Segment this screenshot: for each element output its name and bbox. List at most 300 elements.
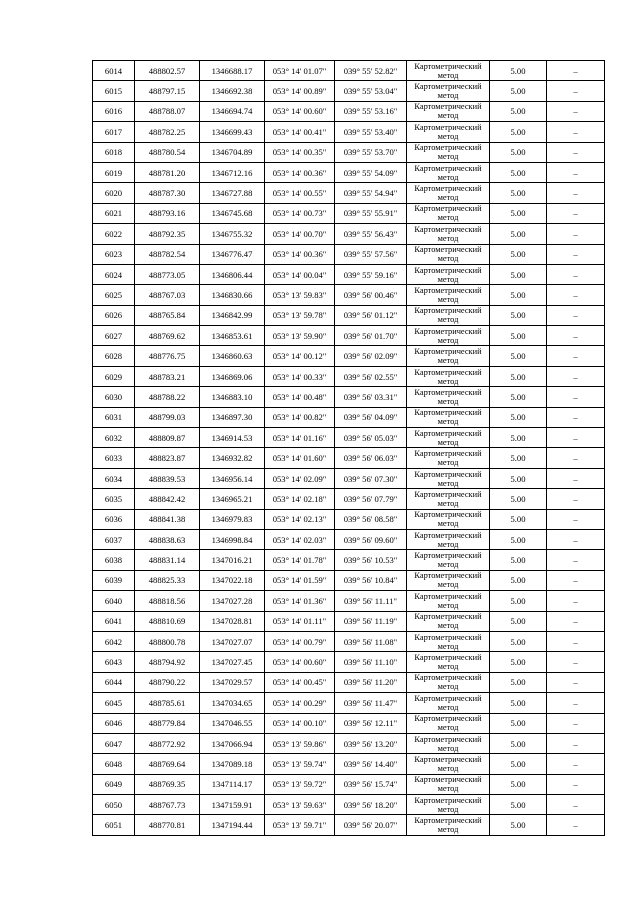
latitude-cell: 053° 14' 01.59" [265,570,335,590]
x-coordinate-cell: 488770.81 [135,815,200,835]
description-cell: – [547,264,605,284]
description-cell: – [547,387,605,407]
latitude-cell: 053° 14' 00.82" [265,407,335,427]
y-coordinate-cell: 1347016.21 [200,550,265,570]
y-coordinate-cell: 1346727.88 [200,183,265,203]
table-row [93,713,605,733]
longitude-cell: 039° 55' 55.91" [335,203,407,223]
longitude-cell: 039° 56' 05.03" [335,428,407,448]
description-cell: – [547,162,605,182]
point-number-cell: 6045 [93,693,135,713]
table-row [93,305,605,325]
description-cell: – [547,509,605,529]
latitude-cell: 053° 13' 59.71" [265,815,335,835]
y-coordinate-cell: 1346998.84 [200,529,265,549]
table-row [93,570,605,590]
description-cell: – [547,448,605,468]
longitude-cell: 039° 56' 11.08" [335,631,407,651]
table-row [93,346,605,366]
table-row [93,489,605,509]
table-row [93,224,605,244]
latitude-cell: 053° 14' 00.55" [265,183,335,203]
point-number-cell: 6015 [93,81,135,101]
point-number-cell: 6023 [93,244,135,264]
point-number-cell: 6034 [93,468,135,488]
point-number-cell: 6029 [93,366,135,386]
latitude-cell: 053° 13' 59.63" [265,795,335,815]
table-row [93,387,605,407]
method-cell: Картометрический метод [407,611,490,631]
table-row [93,550,605,570]
table-row [93,101,605,121]
longitude-cell: 039° 56' 11.20" [335,672,407,692]
table-row [93,122,605,142]
y-coordinate-cell: 1347027.07 [200,631,265,651]
method-cell: Картометрический метод [407,815,490,835]
coordinates-table [92,60,605,836]
table-row [93,203,605,223]
method-cell: Картометрический метод [407,489,490,509]
x-coordinate-cell: 488769.62 [135,326,200,346]
precision-cell: 5.00 [490,81,547,101]
table-row [93,815,605,835]
y-coordinate-cell: 1346712.16 [200,162,265,182]
point-number-cell: 6035 [93,489,135,509]
latitude-cell: 053° 13' 59.74" [265,754,335,774]
method-cell: Картометрический метод [407,468,490,488]
y-coordinate-cell: 1346704.89 [200,142,265,162]
precision-cell: 5.00 [490,305,547,325]
latitude-cell: 053° 14' 00.35" [265,142,335,162]
longitude-cell: 039° 56' 03.31" [335,387,407,407]
precision-cell: 5.00 [490,489,547,509]
point-number-cell: 6043 [93,652,135,672]
method-cell: Картометрический метод [407,387,490,407]
method-cell: Картометрический метод [407,652,490,672]
method-cell: Картометрический метод [407,203,490,223]
table-row [93,672,605,692]
table-row [93,631,605,651]
y-coordinate-cell: 1346869.06 [200,366,265,386]
x-coordinate-cell: 488790.22 [135,672,200,692]
point-number-cell: 6037 [93,529,135,549]
longitude-cell: 039° 55' 57.56" [335,244,407,264]
method-cell: Картометрический метод [407,550,490,570]
x-coordinate-cell: 488788.22 [135,387,200,407]
precision-cell: 5.00 [490,570,547,590]
description-cell: – [547,101,605,121]
precision-cell: 5.00 [490,387,547,407]
y-coordinate-cell: 1346979.83 [200,509,265,529]
precision-cell: 5.00 [490,672,547,692]
description-cell: – [547,550,605,570]
point-number-cell: 6016 [93,101,135,121]
y-coordinate-cell: 1347028.81 [200,611,265,631]
point-number-cell: 6020 [93,183,135,203]
method-cell: Картометрический метод [407,672,490,692]
y-coordinate-cell: 1346806.44 [200,264,265,284]
description-cell: – [547,570,605,590]
method-cell: Картометрический метод [407,162,490,182]
precision-cell: 5.00 [490,203,547,223]
table-body [93,61,605,836]
table-row [93,183,605,203]
x-coordinate-cell: 488782.25 [135,122,200,142]
y-coordinate-cell: 1346755.32 [200,224,265,244]
latitude-cell: 053° 14' 02.18" [265,489,335,509]
y-coordinate-cell: 1347046.55 [200,713,265,733]
y-coordinate-cell: 1346688.17 [200,61,265,81]
longitude-cell: 039° 55' 53.16" [335,101,407,121]
longitude-cell: 039° 55' 53.40" [335,122,407,142]
point-number-cell: 6025 [93,285,135,305]
point-number-cell: 6026 [93,305,135,325]
precision-cell: 5.00 [490,407,547,427]
x-coordinate-cell: 488839.53 [135,468,200,488]
y-coordinate-cell: 1346694.74 [200,101,265,121]
y-coordinate-cell: 1346860.63 [200,346,265,366]
description-cell: – [547,122,605,142]
point-number-cell: 6050 [93,795,135,815]
latitude-cell: 053° 14' 00.70" [265,224,335,244]
y-coordinate-cell: 1347194.44 [200,815,265,835]
y-coordinate-cell: 1347027.28 [200,591,265,611]
x-coordinate-cell: 488781.20 [135,162,200,182]
longitude-cell: 039° 56' 04.09" [335,407,407,427]
description-cell: – [547,203,605,223]
longitude-cell: 039° 56' 00.46" [335,285,407,305]
x-coordinate-cell: 488767.03 [135,285,200,305]
point-number-cell: 6036 [93,509,135,529]
point-number-cell: 6042 [93,631,135,651]
method-cell: Картометрический метод [407,346,490,366]
method-cell: Картометрический метод [407,407,490,427]
method-cell: Картометрический метод [407,122,490,142]
latitude-cell: 053° 14' 01.78" [265,550,335,570]
description-cell: – [547,326,605,346]
precision-cell: 5.00 [490,183,547,203]
latitude-cell: 053° 14' 00.60" [265,652,335,672]
description-cell: – [547,631,605,651]
latitude-cell: 053° 14' 00.36" [265,244,335,264]
precision-cell: 5.00 [490,693,547,713]
latitude-cell: 053° 14' 01.36" [265,591,335,611]
y-coordinate-cell: 1347029.57 [200,672,265,692]
longitude-cell: 039° 56' 12.11" [335,713,407,733]
table-row [93,468,605,488]
latitude-cell: 053° 14' 02.03" [265,529,335,549]
table-row [93,795,605,815]
x-coordinate-cell: 488782.54 [135,244,200,264]
point-number-cell: 6022 [93,224,135,244]
point-number-cell: 6049 [93,774,135,794]
precision-cell: 5.00 [490,529,547,549]
description-cell: – [547,407,605,427]
table-row [93,509,605,529]
method-cell: Картометрический метод [407,305,490,325]
point-number-cell: 6041 [93,611,135,631]
description-cell: – [547,224,605,244]
description-cell: – [547,81,605,101]
description-cell: – [547,713,605,733]
x-coordinate-cell: 488810.69 [135,611,200,631]
description-cell: – [547,591,605,611]
longitude-cell: 039° 56' 01.12" [335,305,407,325]
latitude-cell: 053° 14' 00.60" [265,101,335,121]
x-coordinate-cell: 488769.64 [135,754,200,774]
description-cell: – [547,774,605,794]
y-coordinate-cell: 1347066.94 [200,733,265,753]
latitude-cell: 053° 13' 59.83" [265,285,335,305]
x-coordinate-cell: 488769.35 [135,774,200,794]
table-row [93,61,605,81]
longitude-cell: 039° 56' 06.03" [335,448,407,468]
precision-cell: 5.00 [490,142,547,162]
precision-cell: 5.00 [490,733,547,753]
longitude-cell: 039° 56' 09.60" [335,529,407,549]
precision-cell: 5.00 [490,224,547,244]
x-coordinate-cell: 488776.75 [135,346,200,366]
method-cell: Картометрический метод [407,366,490,386]
description-cell: – [547,529,605,549]
description-cell: – [547,244,605,264]
longitude-cell: 039° 56' 13.20" [335,733,407,753]
method-cell: Картометрический метод [407,224,490,244]
longitude-cell: 039° 55' 56.43" [335,224,407,244]
precision-cell: 5.00 [490,61,547,81]
point-number-cell: 6051 [93,815,135,835]
point-number-cell: 6030 [93,387,135,407]
longitude-cell: 039° 56' 07.79" [335,489,407,509]
method-cell: Картометрический метод [407,61,490,81]
method-cell: Картометрический метод [407,693,490,713]
y-coordinate-cell: 1346897.30 [200,407,265,427]
point-number-cell: 6014 [93,61,135,81]
method-cell: Картометрический метод [407,713,490,733]
y-coordinate-cell: 1347022.18 [200,570,265,590]
x-coordinate-cell: 488809.87 [135,428,200,448]
document-page [92,60,605,836]
longitude-cell: 039° 56' 08.58" [335,509,407,529]
latitude-cell: 053° 13' 59.86" [265,733,335,753]
x-coordinate-cell: 488838.63 [135,529,200,549]
x-coordinate-cell: 488772.92 [135,733,200,753]
table-row [93,652,605,672]
x-coordinate-cell: 488842.42 [135,489,200,509]
method-cell: Картометрический метод [407,81,490,101]
method-cell: Картометрический метод [407,448,490,468]
table-row [93,591,605,611]
precision-cell: 5.00 [490,468,547,488]
x-coordinate-cell: 488825.33 [135,570,200,590]
point-number-cell: 6046 [93,713,135,733]
method-cell: Картометрический метод [407,509,490,529]
table-row [93,611,605,631]
longitude-cell: 039° 56' 11.19" [335,611,407,631]
latitude-cell: 053° 14' 00.33" [265,366,335,386]
method-cell: Картометрический метод [407,244,490,264]
longitude-cell: 039° 55' 59.16" [335,264,407,284]
description-cell: – [547,142,605,162]
point-number-cell: 6038 [93,550,135,570]
point-number-cell: 6048 [93,754,135,774]
longitude-cell: 039° 56' 07.30" [335,468,407,488]
x-coordinate-cell: 488802.57 [135,61,200,81]
y-coordinate-cell: 1346776.47 [200,244,265,264]
point-number-cell: 6021 [93,203,135,223]
longitude-cell: 039° 55' 54.94" [335,183,407,203]
y-coordinate-cell: 1346956.14 [200,468,265,488]
precision-cell: 5.00 [490,713,547,733]
latitude-cell: 053° 14' 00.29" [265,693,335,713]
precision-cell: 5.00 [490,448,547,468]
description-cell: – [547,754,605,774]
table-row [93,162,605,182]
precision-cell: 5.00 [490,815,547,835]
x-coordinate-cell: 488780.54 [135,142,200,162]
x-coordinate-cell: 488831.14 [135,550,200,570]
x-coordinate-cell: 488779.84 [135,713,200,733]
y-coordinate-cell: 1346965.21 [200,489,265,509]
x-coordinate-cell: 488767.73 [135,795,200,815]
x-coordinate-cell: 488792.35 [135,224,200,244]
description-cell: – [547,468,605,488]
description-cell: – [547,795,605,815]
table-row [93,733,605,753]
table-row [93,142,605,162]
table-row [93,326,605,346]
longitude-cell: 039° 55' 53.04" [335,81,407,101]
method-cell: Картометрический метод [407,183,490,203]
latitude-cell: 053° 14' 00.10" [265,713,335,733]
precision-cell: 5.00 [490,326,547,346]
latitude-cell: 053° 14' 00.04" [265,264,335,284]
method-cell: Картометрический метод [407,428,490,448]
longitude-cell: 039° 56' 11.11" [335,591,407,611]
latitude-cell: 053° 14' 02.09" [265,468,335,488]
y-coordinate-cell: 1346853.61 [200,326,265,346]
y-coordinate-cell: 1346699.43 [200,122,265,142]
precision-cell: 5.00 [490,264,547,284]
description-cell: – [547,61,605,81]
longitude-cell: 039° 56' 11.10" [335,652,407,672]
precision-cell: 5.00 [490,591,547,611]
x-coordinate-cell: 488793.16 [135,203,200,223]
point-number-cell: 6039 [93,570,135,590]
description-cell: – [547,489,605,509]
method-cell: Картометрический метод [407,591,490,611]
precision-cell: 5.00 [490,611,547,631]
longitude-cell: 039° 55' 52.82" [335,61,407,81]
y-coordinate-cell: 1347034.65 [200,693,265,713]
longitude-cell: 039° 56' 02.55" [335,366,407,386]
method-cell: Картометрический метод [407,733,490,753]
x-coordinate-cell: 488785.61 [135,693,200,713]
method-cell: Картометрический метод [407,142,490,162]
method-cell: Картометрический метод [407,264,490,284]
latitude-cell: 053° 14' 02.13" [265,509,335,529]
table-row [93,693,605,713]
table-row [93,264,605,284]
longitude-cell: 039° 56' 18.20" [335,795,407,815]
point-number-cell: 6019 [93,162,135,182]
longitude-cell: 039° 56' 10.84" [335,570,407,590]
latitude-cell: 053° 14' 01.11" [265,611,335,631]
method-cell: Картометрический метод [407,631,490,651]
method-cell: Картометрический метод [407,754,490,774]
longitude-cell: 039° 56' 14.40" [335,754,407,774]
point-number-cell: 6047 [93,733,135,753]
description-cell: – [547,305,605,325]
latitude-cell: 053° 14' 00.45" [265,672,335,692]
x-coordinate-cell: 488783.21 [135,366,200,386]
latitude-cell: 053° 14' 00.89" [265,81,335,101]
precision-cell: 5.00 [490,346,547,366]
method-cell: Картометрический метод [407,774,490,794]
point-number-cell: 6040 [93,591,135,611]
method-cell: Картометрический метод [407,326,490,346]
y-coordinate-cell: 1346692.38 [200,81,265,101]
x-coordinate-cell: 488773.05 [135,264,200,284]
point-number-cell: 6018 [93,142,135,162]
point-number-cell: 6027 [93,326,135,346]
table-row [93,81,605,101]
description-cell: – [547,183,605,203]
longitude-cell: 039° 56' 11.47" [335,693,407,713]
longitude-cell: 039° 55' 53.70" [335,142,407,162]
x-coordinate-cell: 488797.15 [135,81,200,101]
y-coordinate-cell: 1347089.18 [200,754,265,774]
longitude-cell: 039° 56' 20.07" [335,815,407,835]
table-row [93,366,605,386]
y-coordinate-cell: 1346745.68 [200,203,265,223]
latitude-cell: 053° 14' 01.60" [265,448,335,468]
point-number-cell: 6031 [93,407,135,427]
precision-cell: 5.00 [490,795,547,815]
precision-cell: 5.00 [490,550,547,570]
description-cell: – [547,611,605,631]
x-coordinate-cell: 488765.84 [135,305,200,325]
method-cell: Картометрический метод [407,285,490,305]
table-row [93,285,605,305]
longitude-cell: 039° 56' 10.53" [335,550,407,570]
x-coordinate-cell: 488787.30 [135,183,200,203]
y-coordinate-cell: 1347159.91 [200,795,265,815]
latitude-cell: 053° 14' 00.12" [265,346,335,366]
table-row [93,407,605,427]
description-cell: – [547,652,605,672]
description-cell: – [547,428,605,448]
x-coordinate-cell: 488823.87 [135,448,200,468]
latitude-cell: 053° 14' 00.73" [265,203,335,223]
latitude-cell: 053° 14' 00.41" [265,122,335,142]
precision-cell: 5.00 [490,122,547,142]
description-cell: – [547,733,605,753]
method-cell: Картометрический метод [407,101,490,121]
longitude-cell: 039° 56' 01.70" [335,326,407,346]
point-number-cell: 6033 [93,448,135,468]
x-coordinate-cell: 488788.07 [135,101,200,121]
description-cell: – [547,285,605,305]
precision-cell: 5.00 [490,162,547,182]
method-cell: Картометрический метод [407,570,490,590]
description-cell: – [547,346,605,366]
precision-cell: 5.00 [490,509,547,529]
table-row [93,448,605,468]
table-row [93,428,605,448]
precision-cell: 5.00 [490,285,547,305]
latitude-cell: 053° 14' 01.07" [265,61,335,81]
